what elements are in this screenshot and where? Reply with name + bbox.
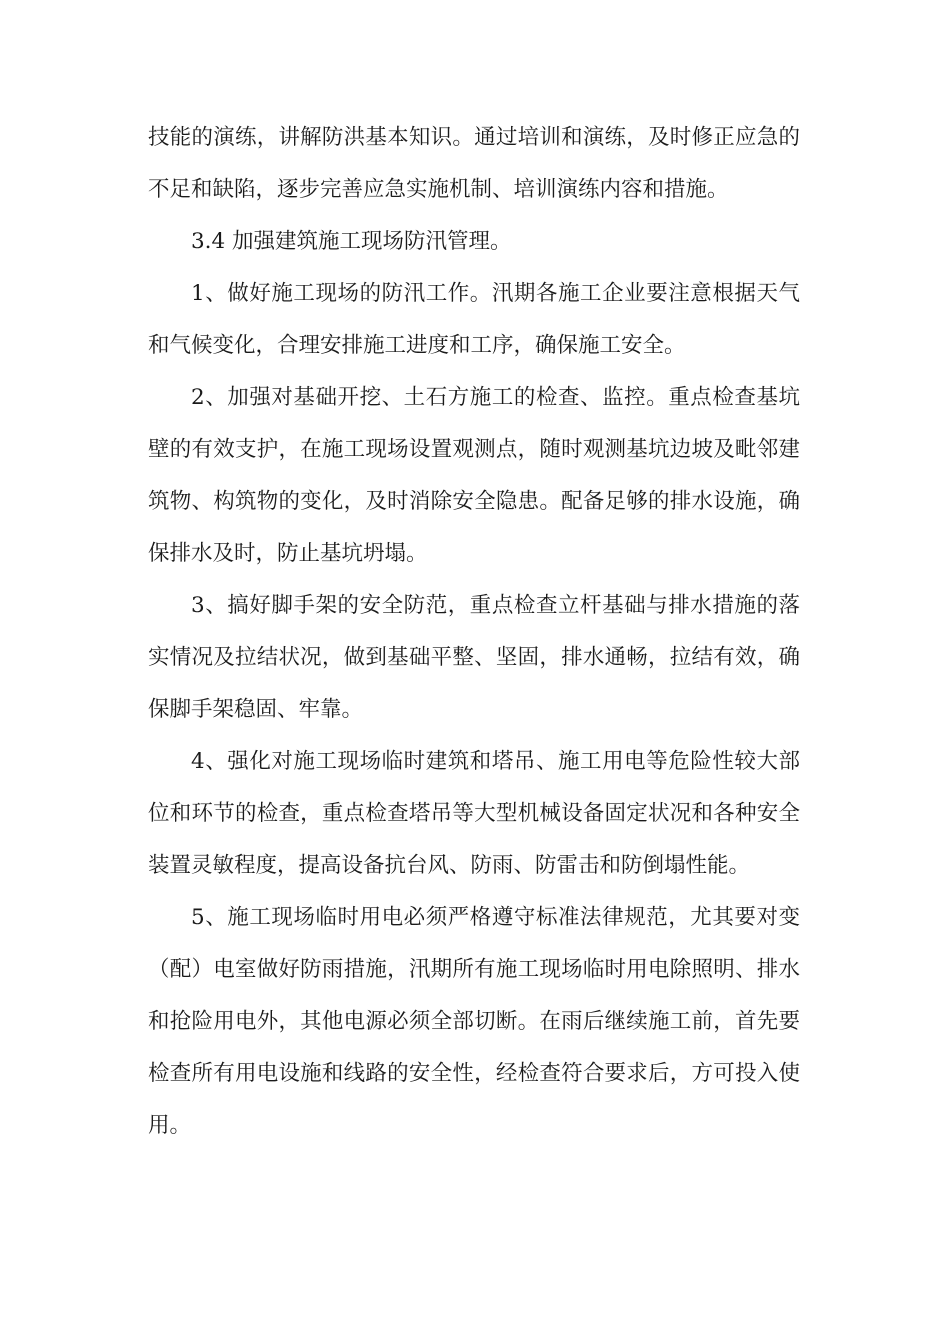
section-heading-3-4: 3.4 加强建筑施工现场防汛管理。	[191, 229, 512, 254]
document-body	[148, 112, 800, 1152]
paragraph-continuation: 技能的演练，讲解防洪基本知识。通过培训和演练，及时修正应急的不足和缺陷，逐步完善应急实施机制、培训演练内容和措施。	[148, 125, 800, 202]
paragraph-item-1: 1、做好施工现场的防汛工作。汛期各施工企业要注意根据天气和气候变化，合理安排施工进度和工序，确保施工安全。	[148, 281, 800, 358]
paragraph-item-3: 3、搞好脚手架的安全防范，重点检查立杆基础与排水措施的落实情况及拉结状况，做到基础平整、坚固，排水通畅，拉结有效，确保脚手架稳固、牢靠。	[148, 593, 800, 722]
paragraph-item-2: 2、加强对基础开挖、土石方施工的检查、监控。重点检查基坑壁的有效支护，在施工现场设置观测点，随时观测基坑边坡及毗邻建筑物、构筑物的变化，及时消除安全隐患。配备足够的排水设施，确保排水及时，防止基坑坍塌。	[148, 385, 800, 566]
paragraph-item-5: 5、施工现场临时用电必须严格遵守标准法律规范，尤其要对变（配）电室做好防雨措施，汛期所有施工现场临时用电除照明、排水和抢险用电外，其他电源必须全部切断。在雨后继续施工前，首先要检查所有用电设施和线路的安全性，经检查符合要求后，方可投入使用。	[148, 905, 800, 1138]
paragraph-item-4: 4、强化对施工现场临时建筑和塔吊、施工用电等危险性较大部位和环节的检查，重点检查塔吊等大型机械设备固定状况和各种安全装置灵敏程度，提高设备抗台风、防雨、防雷击和防倒塌性能。	[148, 749, 800, 878]
